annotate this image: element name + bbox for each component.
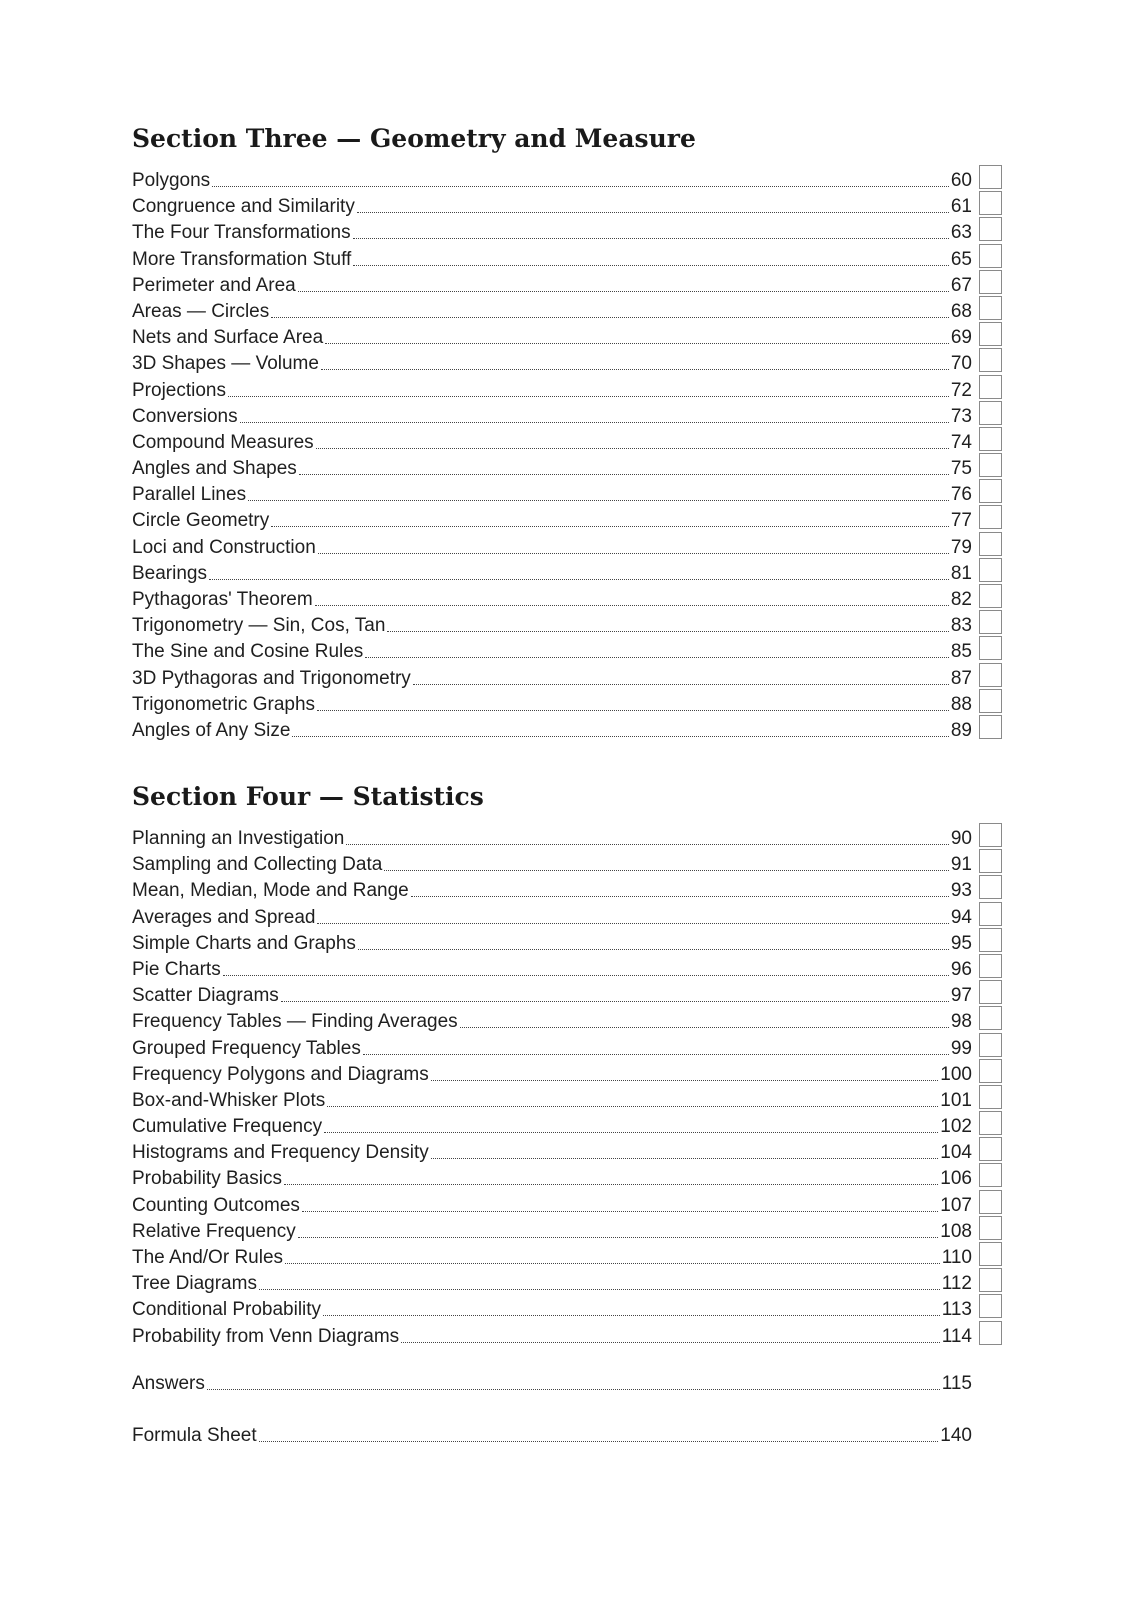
dot-leader xyxy=(346,844,949,845)
toc-entry-label: Histograms and Frequency Density xyxy=(132,1142,429,1164)
progress-checkbox[interactable] xyxy=(979,217,1002,241)
progress-checkbox[interactable] xyxy=(979,1006,1002,1030)
toc-entry-page: 83 xyxy=(950,615,972,637)
toc-entry-label: Parallel Lines xyxy=(132,484,247,506)
toc-entry-page: 106 xyxy=(940,1168,972,1190)
toc-entry-label: Trigonometry — Sin, Cos, Tan xyxy=(132,615,386,637)
toc-entry-label: Counting Outcomes xyxy=(132,1194,300,1216)
toc-entry-label: Polygons xyxy=(132,170,211,191)
toc-entry[interactable] xyxy=(132,1242,972,1268)
toc-entry[interactable] xyxy=(132,875,972,901)
toc-entry[interactable] xyxy=(132,191,972,217)
dot-leader xyxy=(292,736,948,737)
section-title: Section Four — Statistics xyxy=(132,782,484,811)
toc-entry-page: 100 xyxy=(940,1063,972,1085)
progress-checkbox[interactable] xyxy=(979,928,1002,952)
progress-checkbox[interactable] xyxy=(979,1268,1002,1292)
toc-entry-page: 107 xyxy=(940,1194,972,1216)
toc-entry-page: 77 xyxy=(950,510,972,532)
toc-entry-label: Loci and Construction xyxy=(132,536,316,558)
progress-checkbox[interactable] xyxy=(979,689,1002,713)
toc-row xyxy=(132,558,1020,584)
progress-checkbox[interactable] xyxy=(979,296,1002,320)
toc-row xyxy=(132,217,1020,243)
progress-checkbox[interactable] xyxy=(979,1137,1002,1161)
toc-row xyxy=(132,715,1020,741)
progress-checkbox[interactable] xyxy=(979,322,1002,346)
toc-entry-page: 79 xyxy=(950,536,972,558)
toc-entry-page: 67 xyxy=(950,274,972,296)
dot-leader xyxy=(271,317,949,318)
progress-checkbox[interactable] xyxy=(979,165,1002,189)
toc-entry-page: 73 xyxy=(950,405,972,427)
toc-entry[interactable] xyxy=(132,505,972,531)
toc-row xyxy=(132,636,1020,662)
dot-leader xyxy=(248,500,949,501)
toc-entry-label: 3D Pythagoras and Trigonometry xyxy=(132,667,411,689)
toc-entry-page: 114 xyxy=(941,1325,972,1347)
dot-leader xyxy=(365,657,949,658)
toc-row xyxy=(132,375,1020,401)
toc-entry[interactable] xyxy=(132,636,972,662)
dot-leader xyxy=(321,369,949,370)
toc-row xyxy=(132,1216,1020,1242)
toc-row xyxy=(132,532,1020,558)
toc-entry-page: 68 xyxy=(950,300,972,322)
toc-entry-page: 65 xyxy=(950,248,972,270)
toc-formula-sheet-row xyxy=(132,1420,972,1446)
toc-entry-label: 3D Shapes — Volume xyxy=(132,353,319,375)
toc-row xyxy=(132,610,1020,636)
progress-checkbox[interactable] xyxy=(979,636,1002,660)
toc-entry-page: 89 xyxy=(950,719,972,741)
toc-row xyxy=(132,348,1020,374)
toc-entry-page: 104 xyxy=(940,1142,972,1164)
dot-leader xyxy=(353,265,949,266)
toc-entry[interactable] xyxy=(132,453,972,479)
toc-entry-page: 102 xyxy=(940,1116,972,1138)
dot-leader xyxy=(401,1342,940,1343)
dot-leader xyxy=(315,605,949,606)
toc-entry[interactable] xyxy=(132,375,972,401)
dot-leader xyxy=(323,1315,940,1316)
dot-leader xyxy=(298,291,949,292)
toc-entry-label: Scatter Diagrams xyxy=(132,985,279,1007)
toc-row xyxy=(132,296,1020,322)
dot-leader xyxy=(212,186,949,187)
progress-checkbox[interactable] xyxy=(979,1242,1002,1266)
progress-checkbox[interactable] xyxy=(979,427,1002,451)
toc-row xyxy=(132,1190,1020,1216)
progress-checkbox[interactable] xyxy=(979,1216,1002,1240)
toc-entry-label: Answers xyxy=(132,1373,205,1394)
progress-checkbox[interactable] xyxy=(979,663,1002,687)
section-title: Section Three — Geometry and Measure xyxy=(132,124,696,153)
toc-entry-label: Probability from Venn Diagrams xyxy=(132,1325,400,1347)
toc-entry-label: Box-and-Whisker Plots xyxy=(132,1089,326,1111)
toc-row xyxy=(132,849,1020,875)
toc-entry-page: 85 xyxy=(950,641,972,663)
toc-entry-label: Projections xyxy=(132,379,226,401)
toc-entry-answers[interactable] xyxy=(132,1368,972,1394)
dot-leader xyxy=(358,949,949,950)
toc-entry[interactable] xyxy=(132,1321,972,1347)
progress-checkbox[interactable] xyxy=(979,715,1002,739)
toc-entry-label: Frequency Polygons and Diagrams xyxy=(132,1063,429,1085)
toc-entry-page: 99 xyxy=(950,1037,972,1059)
toc-entry-label: Relative Frequency xyxy=(132,1220,296,1242)
toc-entry-label: Congruence and Similarity xyxy=(132,196,355,218)
progress-checkbox[interactable] xyxy=(979,1059,1002,1083)
toc-entry-page: 81 xyxy=(950,562,972,584)
toc-entry-page: 91 xyxy=(950,854,972,876)
toc-row xyxy=(132,875,1020,901)
toc-entry-label: The And/Or Rules xyxy=(132,1247,284,1268)
dot-leader xyxy=(411,896,949,897)
toc-entry-label: Simple Charts and Graphs xyxy=(132,932,356,954)
toc-entry-label: Frequency Tables — Finding Averages xyxy=(132,1011,458,1033)
toc-entry[interactable] xyxy=(132,823,972,849)
dot-leader xyxy=(325,343,949,344)
toc-row xyxy=(132,427,1020,453)
toc-row xyxy=(132,1033,1020,1059)
toc-entry[interactable] xyxy=(132,715,972,741)
toc-entry[interactable] xyxy=(132,1268,972,1294)
toc-entry-page: 98 xyxy=(950,1011,972,1033)
toc-entry-page: 88 xyxy=(950,693,972,715)
toc-entry[interactable] xyxy=(132,1006,972,1032)
toc-entry[interactable] xyxy=(132,427,972,453)
toc-row xyxy=(132,244,1020,270)
toc-entry-page: 70 xyxy=(950,353,972,375)
toc-row xyxy=(132,1137,1020,1163)
progress-checkbox[interactable] xyxy=(979,453,1002,477)
toc-entry[interactable] xyxy=(132,217,972,243)
toc-row xyxy=(132,1268,1020,1294)
dot-leader xyxy=(271,526,949,527)
toc-row xyxy=(132,1294,1020,1320)
toc-entry-label: Probability Basics xyxy=(132,1168,282,1190)
dot-leader xyxy=(431,1080,939,1081)
progress-checkbox[interactable] xyxy=(979,479,1002,503)
toc-entry-label: Mean, Median, Mode and Range xyxy=(132,880,409,902)
toc-entry[interactable] xyxy=(132,663,972,689)
dot-leader xyxy=(387,631,948,632)
progress-checkbox[interactable] xyxy=(979,1294,1002,1318)
toc-row xyxy=(132,1006,1020,1032)
toc-entry[interactable] xyxy=(132,689,972,715)
dot-leader xyxy=(228,396,949,397)
toc-row xyxy=(132,980,1020,1006)
toc-entry-page: 72 xyxy=(950,379,972,401)
dot-leader xyxy=(353,238,949,239)
dot-leader xyxy=(413,684,949,685)
toc-entry-label: Perimeter and Area xyxy=(132,274,296,296)
progress-checkbox[interactable] xyxy=(979,270,1002,294)
dot-leader xyxy=(285,1263,940,1264)
toc-entry-formula-sheet[interactable] xyxy=(132,1420,972,1446)
toc-row xyxy=(132,401,1020,427)
progress-checkbox[interactable] xyxy=(979,1085,1002,1109)
toc-entry[interactable] xyxy=(132,610,972,636)
toc-entry[interactable] xyxy=(132,928,972,954)
dot-leader xyxy=(302,1211,938,1212)
toc-entry-label: Conditional Probability xyxy=(132,1299,322,1321)
toc-entry-page: 110 xyxy=(941,1247,972,1268)
toc-entry-page: 97 xyxy=(950,985,972,1007)
toc-entry[interactable] xyxy=(132,532,972,558)
toc-entry-label: Bearings xyxy=(132,562,207,584)
toc-entry-page: 76 xyxy=(950,484,972,506)
toc-entry-page: 115 xyxy=(941,1373,972,1394)
toc-entry-page: 90 xyxy=(950,828,972,849)
toc-row xyxy=(132,191,1020,217)
toc-entry-label: Pie Charts xyxy=(132,958,221,980)
progress-checkbox[interactable] xyxy=(979,1163,1002,1187)
dot-leader xyxy=(324,1132,938,1133)
dot-leader xyxy=(384,870,949,871)
dot-leader xyxy=(298,1237,939,1238)
dot-leader xyxy=(357,212,949,213)
toc-entry[interactable] xyxy=(132,849,972,875)
toc-list xyxy=(132,823,1020,1347)
toc-row xyxy=(132,1242,1020,1268)
toc-entry-label: Compound Measures xyxy=(132,431,314,453)
progress-checkbox[interactable] xyxy=(979,558,1002,582)
toc-row xyxy=(132,1085,1020,1111)
toc-entry-label: Tree Diagrams xyxy=(132,1273,257,1295)
toc-entry[interactable] xyxy=(132,1033,972,1059)
toc-entry-page: 61 xyxy=(950,196,972,218)
progress-checkbox[interactable] xyxy=(979,584,1002,608)
toc-entry[interactable] xyxy=(132,244,972,270)
toc-entry-page: 60 xyxy=(950,170,972,191)
toc-row xyxy=(132,479,1020,505)
progress-checkbox[interactable] xyxy=(979,1033,1002,1057)
toc-entry-page: 63 xyxy=(950,222,972,244)
toc-entry[interactable] xyxy=(132,558,972,584)
dot-leader xyxy=(284,1184,938,1185)
dot-leader xyxy=(363,1054,949,1055)
toc-entry-page: 95 xyxy=(950,932,972,954)
toc-entry-page: 87 xyxy=(950,667,972,689)
progress-checkbox[interactable] xyxy=(979,1190,1002,1214)
toc-entry-page: 75 xyxy=(950,458,972,480)
toc-row xyxy=(132,902,1020,928)
progress-checkbox[interactable] xyxy=(979,401,1002,425)
toc-list xyxy=(132,165,1020,741)
progress-checkbox[interactable] xyxy=(979,244,1002,268)
toc-row xyxy=(132,453,1020,479)
toc-entry[interactable] xyxy=(132,1137,972,1163)
toc-entry[interactable] xyxy=(132,270,972,296)
dot-leader xyxy=(299,474,949,475)
toc-entry-label: Formula Sheet xyxy=(132,1425,257,1446)
toc-entry-page: 112 xyxy=(941,1273,972,1295)
toc-entry[interactable] xyxy=(132,1111,972,1137)
toc-row xyxy=(132,954,1020,980)
toc-row xyxy=(132,505,1020,531)
dot-leader xyxy=(317,923,948,924)
section-statistics xyxy=(132,782,1020,1347)
progress-checkbox[interactable] xyxy=(979,902,1002,926)
toc-row xyxy=(132,270,1020,296)
progress-checkbox[interactable] xyxy=(979,532,1002,556)
toc-entry-label: The Four Transformations xyxy=(132,222,351,244)
toc-entry-label: Angles and Shapes xyxy=(132,458,297,480)
toc-entry-page: 101 xyxy=(940,1089,972,1111)
toc-entry[interactable] xyxy=(132,401,972,427)
toc-entry-label: Cumulative Frequency xyxy=(132,1116,323,1138)
toc-entry[interactable] xyxy=(132,296,972,322)
toc-entry-label: Sampling and Collecting Data xyxy=(132,854,383,876)
toc-entry-label: Averages and Spread xyxy=(132,906,316,928)
toc-row xyxy=(132,1111,1020,1137)
toc-row xyxy=(132,689,1020,715)
progress-checkbox[interactable] xyxy=(979,348,1002,372)
toc-entry[interactable] xyxy=(132,1085,972,1111)
toc-row xyxy=(132,1321,1020,1347)
toc-entry-page: 108 xyxy=(940,1220,972,1242)
dot-leader xyxy=(281,1001,949,1002)
toc-entry[interactable] xyxy=(132,1059,972,1085)
progress-checkbox[interactable] xyxy=(979,610,1002,634)
toc-entry[interactable] xyxy=(132,954,972,980)
dot-leader xyxy=(223,975,949,976)
dot-leader xyxy=(207,1389,940,1390)
toc-row xyxy=(132,1163,1020,1189)
toc-answers-row xyxy=(132,1368,972,1394)
progress-checkbox[interactable] xyxy=(979,954,1002,978)
toc-entry-label: Trigonometric Graphs xyxy=(132,693,316,715)
toc-entry-label: Conversions xyxy=(132,405,238,427)
toc-entry[interactable] xyxy=(132,1294,972,1320)
toc-entry-label: The Sine and Cosine Rules xyxy=(132,641,364,663)
toc-entry[interactable] xyxy=(132,1216,972,1242)
toc-entry-label: Pythagoras' Theorem xyxy=(132,589,313,610)
toc-entry[interactable] xyxy=(132,165,972,191)
progress-checkbox[interactable] xyxy=(979,875,1002,899)
dot-leader xyxy=(240,422,949,423)
toc-entry-page: 69 xyxy=(950,327,972,349)
toc-entry-page: 96 xyxy=(950,958,972,980)
progress-checkbox[interactable] xyxy=(979,849,1002,873)
progress-checkbox[interactable] xyxy=(979,1321,1002,1345)
toc-entry-label: Planning an Investigation xyxy=(132,828,345,849)
toc-entry-page: 74 xyxy=(950,431,972,453)
toc-entry[interactable] xyxy=(132,980,972,1006)
toc-entry-page: 94 xyxy=(950,906,972,928)
progress-checkbox[interactable] xyxy=(979,823,1002,847)
toc-row xyxy=(132,928,1020,954)
toc-entry[interactable] xyxy=(132,479,972,505)
toc-entry-label: Nets and Surface Area xyxy=(132,327,324,349)
progress-checkbox[interactable] xyxy=(979,980,1002,1004)
dot-leader xyxy=(317,710,949,711)
dot-leader xyxy=(431,1158,939,1159)
progress-checkbox[interactable] xyxy=(979,191,1002,215)
toc-entry[interactable] xyxy=(132,1190,972,1216)
toc-entry-page: 82 xyxy=(950,589,972,610)
section-geometry-and-measure xyxy=(132,124,1020,741)
dot-leader xyxy=(259,1441,939,1442)
toc-entry-label: Angles of Any Size xyxy=(132,719,291,741)
dot-leader xyxy=(327,1106,938,1107)
toc-entry-page: 140 xyxy=(940,1425,972,1446)
toc-row xyxy=(132,322,1020,348)
toc-row xyxy=(132,663,1020,689)
toc-entry[interactable] xyxy=(132,584,972,610)
toc-entry[interactable] xyxy=(132,322,972,348)
toc-entry-label: More Transformation Stuff xyxy=(132,248,352,270)
toc-row xyxy=(132,584,1020,610)
toc-entry[interactable] xyxy=(132,1163,972,1189)
toc-entry-page: 113 xyxy=(941,1299,972,1321)
dot-leader xyxy=(209,579,949,580)
dot-leader xyxy=(259,1289,940,1290)
progress-checkbox[interactable] xyxy=(979,375,1002,399)
toc-entry-label: Circle Geometry xyxy=(132,510,270,532)
dot-leader xyxy=(316,448,949,449)
progress-checkbox[interactable] xyxy=(979,505,1002,529)
toc-entry[interactable] xyxy=(132,348,972,374)
dot-leader xyxy=(460,1027,949,1028)
toc-entry-label: Areas — Circles xyxy=(132,300,270,322)
toc-entry-label: Grouped Frequency Tables xyxy=(132,1037,361,1059)
toc-row xyxy=(132,1059,1020,1085)
toc-entry-page: 93 xyxy=(950,880,972,902)
dot-leader xyxy=(318,553,949,554)
toc-entry[interactable] xyxy=(132,902,972,928)
progress-checkbox[interactable] xyxy=(979,1111,1002,1135)
toc-row xyxy=(132,165,1020,191)
toc-row xyxy=(132,823,1020,849)
